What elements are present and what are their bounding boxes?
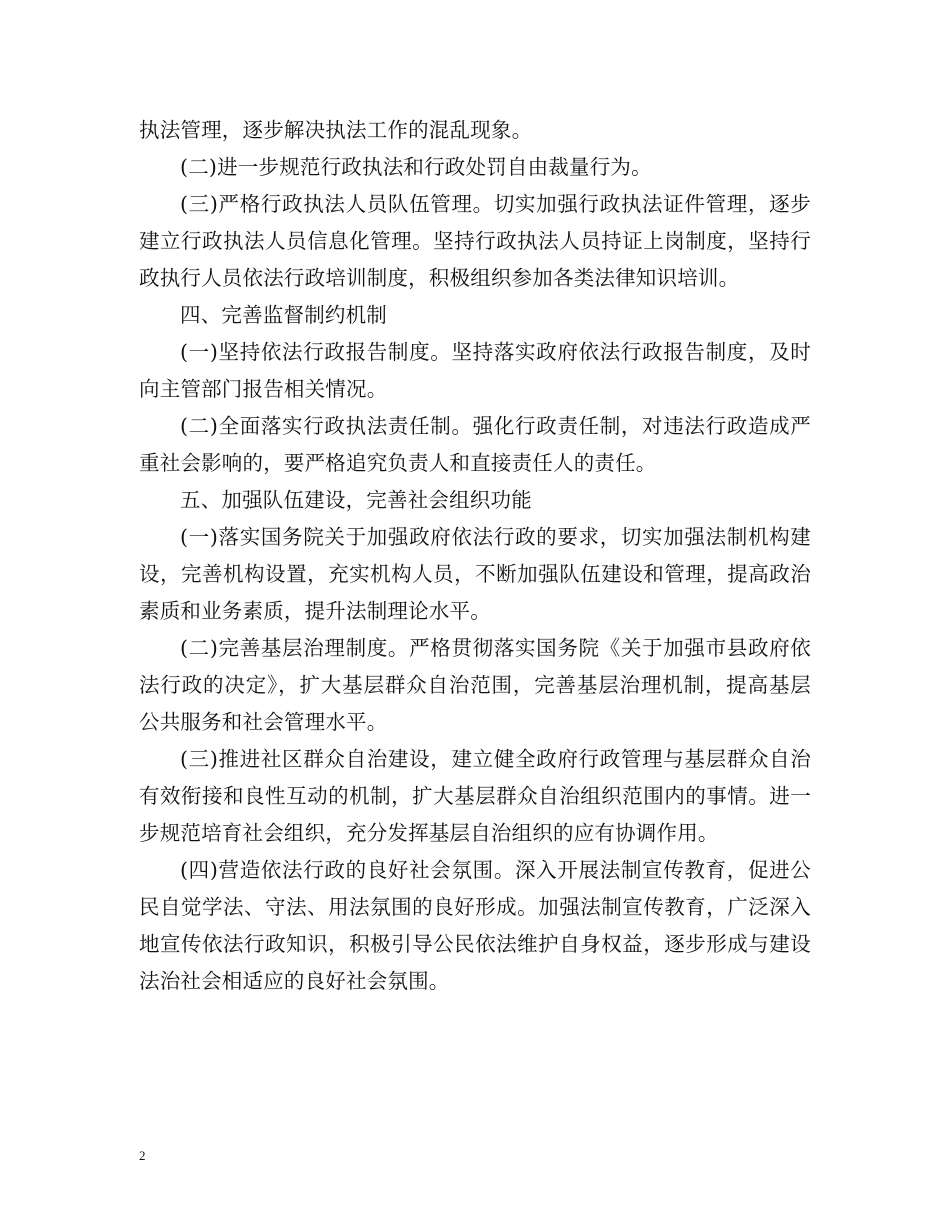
- paragraph-item: (二)进一步规范行政执法和行政处罚自由裁量行为。: [180, 155, 652, 179]
- section-heading: 五、加强队伍建设，完善社会组织功能: [180, 488, 532, 512]
- page-number: 2: [139, 1148, 146, 1163]
- paragraph-item: (三)严格行政执法人员队伍管理。切实加强行政执法证件管理，逐步建立行政执法人员信息化管理。坚持行政执法人员持证上岗制度，坚持行政执行人员依法行政培训制度，积极组织参加各类法律知识培训。: [139, 192, 811, 290]
- paragraph-item: (二)全面落实行政执法责任制。强化行政责任制，对违法行政造成严重社会影响的，要严格追究负责人和直接责任人的责任。: [139, 414, 811, 475]
- paragraph-item: (一)落实国务院关于加强政府依法行政的要求，切实加强法制机构建设，完善机构设置，充实机构人员，不断加强队伍建设和管理，提高政治素质和业务素质，提升法制理论水平。: [139, 525, 811, 623]
- paragraph-item: (四)营造依法行政的良好社会氛围。深入开展法制宣传教育，促进公民自觉学法、守法、用法氛围的良好形成。加强法制宣传教育，广泛深入地宣传依法行政知识，积极引导公民依法维护自身权益，逐步形成与建设法治社会相适应的良好社会氛围。: [139, 858, 811, 993]
- paragraph-item: (三)推进社区群众自治建设，建立健全政府行政管理与基层群众自治有效衔接和良性互动的机制，扩大基层群众自治组织范围内的事情。进一步规范培育社会组织，充分发挥基层自治组织的应有协调作用。: [139, 747, 811, 845]
- paragraph-continuation: 执法管理，逐步解决执法工作的混乱现象。: [139, 118, 533, 142]
- paragraph-item: (二)完善基层治理制度。严格贯彻落实国务院《关于加强市县政府依法行政的决定》，扩大基层群众自治范围，完善基层治理机制，提高基层公共服务和社会管理水平。: [139, 636, 811, 734]
- document-body: [139, 112, 811, 1000]
- section-heading: 四、完善监督制约机制: [180, 303, 387, 327]
- paragraph-item: (一)坚持依法行政报告制度。坚持落实政府依法行政报告制度，及时向主管部门报告相关情况。: [139, 340, 811, 401]
